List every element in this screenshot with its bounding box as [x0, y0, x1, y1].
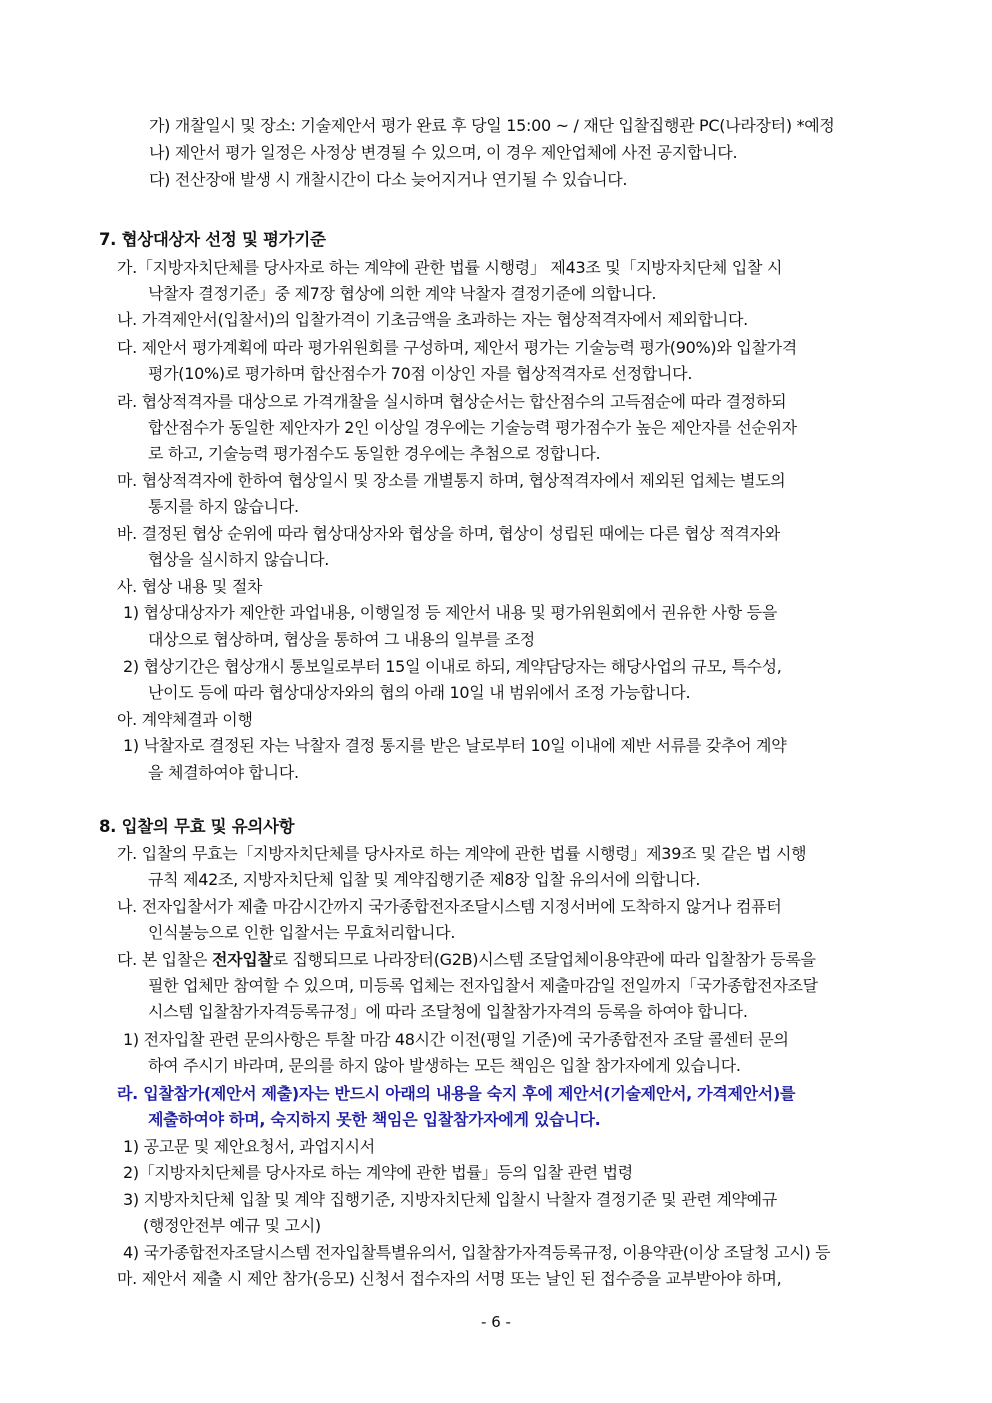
s7-da-line2: 평가(10%)로 평가하며 합산점수가 70점 이상인 자를 협상적격자로 선정합니다.	[148, 364, 693, 383]
s8-ra-item3-line1: 3) 지방자치단체 입찰 및 계약 집행기준, 지방자치단체 입찰시 낙찰자 결정기준 및 관련 계약예규	[123, 1190, 777, 1209]
s7-ga-line2: 낙찰자 결정기준」중 제7장 협상에 의한 계약 낙찰자 결정기준에 의합니다.	[148, 284, 657, 303]
s7-ma-line1: 마. 협상적격자에 한하여 협상일시 및 장소를 개별통지 하며, 협상적격자에서 제외된 업체는 별도의	[117, 471, 786, 490]
intro-item-da: 다) 전산장애 발생 시 개찰시간이 다소 늦어지거나 연기될 수 있습니다.	[149, 170, 628, 189]
s8-da-item1-line1: 1) 전자입찰 관련 문의사항은 투찰 마감 48시간 이전(평일 기준)에 국가종합전자 조달 콜센터 문의	[123, 1030, 789, 1049]
s7-sa-line1: 사. 협상 내용 및 절차	[117, 577, 263, 596]
page-number: - 6 -	[481, 1313, 511, 1331]
s8-ra-item3-line2: (행정안전부 예규 및 고시)	[143, 1216, 321, 1235]
section-8-heading: 8. 입찰의 무효 및 유의사항	[99, 817, 295, 836]
s8-ra-line2: 제출하여야 하며, 숙지하지 못한 책임은 입찰참가자에게 있습니다.	[148, 1110, 601, 1129]
s7-ga-line1: 가.「지방자치단체를 당사자로 하는 계약에 관한 법률 시행령」 제43조 및「지방자치단체 입찰 시	[117, 258, 783, 277]
intro-item-na: 나) 제안서 평가 일정은 사정상 변경될 수 있으며, 이 경우 제안업체에 사전 공지합니다.	[149, 143, 738, 162]
s8-ra-item4: 4) 국가종합전자조달시스템 전자입찰특별유의서, 입찰참가자격등록규정, 이용약관(이상 조달청 고시) 등	[123, 1243, 831, 1262]
s8-da-line1	[117, 947, 816, 973]
s7-sa-item2-line2: 난이도 등에 따라 협상대상자와의 협의 아래 10일 내 범위에서 조정 가능합니다.	[148, 683, 691, 702]
intro-item-ga: 가) 개찰일시 및 장소: 기술제안서 평가 완료 후 당일 15:00 ~ / 재단 입찰집행관 PC(나라장터) *예정	[149, 116, 835, 135]
s7-ra-line2: 합산점수가 동일한 제안자가 2인 이상일 경우에는 기술능력 평가점수가 높은 제안자를 선순위자	[148, 418, 797, 437]
s8-da-bold-term: 전자입찰	[211, 950, 273, 969]
section-7-heading: 7. 협상대상자 선정 및 평가기준	[99, 230, 326, 249]
s8-da-line2: 필한 업체만 참여할 수 있으며, 미등록 업체는 전자입찰서 제출마감일 전일까지「국가종합전자조달	[148, 976, 818, 995]
s7-ba-line2: 협상을 실시하지 않습니다.	[148, 550, 330, 569]
s7-ba-line1: 바. 결정된 협상 순위에 따라 협상대상자와 협상을 하며, 협상이 성립된 때에는 다른 협상 적격자와	[117, 524, 780, 543]
s8-ra-item2: 2)「지방자치단체를 당사자로 하는 계약에 관한 법률」등의 입찰 관련 법령	[123, 1163, 633, 1182]
s7-sa-item1-line1: 1) 협상대상자가 제안한 과업내용, 이행일정 등 제안서 내용 및 평가위원회에서 권유한 사항 등을	[123, 603, 777, 622]
s8-da-suffix: 로 집행되므로 나라장터(G2B)시스템 조달업체이용약관에 따라 입찰참가 등록을	[272, 950, 816, 969]
s7-sa-item2-line1: 2) 협상기간은 협상개시 통보일로부터 15일 이내로 하되, 계약담당자는 해당사업의 규모, 특수성,	[123, 657, 782, 676]
s8-da-prefix: 다. 본 입찰은	[117, 950, 212, 969]
s8-na-line1: 나. 전자입찰서가 제출 마감시간까지 국가종합전자조달시스템 지정서버에 도착하지 않거나 컴퓨터	[117, 897, 782, 916]
s8-da-item1-line2: 하여 주시기 바라며, 문의를 하지 않아 발생하는 모든 책임은 입찰 참가자에게 있습니다.	[148, 1056, 741, 1075]
s8-ra-line1: 라. 입찰참가(제안서 제출)자는 반드시 아래의 내용을 숙지 후에 제안서(기술제안서, 가격제안서)를	[117, 1084, 796, 1103]
s8-ra-item1: 1) 공고문 및 제안요청서, 과업지시서	[123, 1137, 375, 1156]
s7-aa-line1: 아. 계약체결과 이행	[117, 710, 253, 729]
s7-ra-line3: 로 하고, 기술능력 평가점수도 동일한 경우에는 추첨으로 정합니다.	[148, 444, 601, 463]
s7-sa-item1-line2: 대상으로 협상하며, 협상을 통하여 그 내용의 일부를 조정	[148, 630, 535, 649]
s8-ga-line1: 가. 입찰의 무효는「지방자치단체를 당사자로 하는 계약에 관한 법률 시행령」제39조 및 같은 법 시행	[117, 844, 807, 863]
s7-aa-item1-line2: 을 체결하여야 합니다.	[148, 763, 299, 782]
s8-na-line2: 인식불능으로 인한 입찰서는 무효처리합니다.	[148, 923, 456, 942]
s7-na-line1: 나. 가격제안서(입찰서)의 입찰가격이 기초금액을 초과하는 자는 협상적격자에서 제외합니다.	[117, 310, 748, 329]
s7-ra-line1: 라. 협상적격자를 대상으로 가격개찰을 실시하며 협상순서는 합산점수의 고득점순에 따라 결정하되	[117, 392, 787, 411]
s8-da-line3: 시스템 입찰참가자격등록규정」에 따라 조달청에 입찰참가자격의 등록을 하여야 합니다.	[148, 1002, 748, 1021]
s7-ma-line2: 통지를 하지 않습니다.	[148, 497, 299, 516]
s8-ma-line1: 마. 제안서 제출 시 제안 참가(응모) 신청서 접수자의 서명 또는 날인 된 접수증을 교부받아야 하며,	[117, 1269, 782, 1288]
s7-aa-item1-line1: 1) 낙찰자로 결정된 자는 낙찰자 결정 통지를 받은 날로부터 10일 이내에 제반 서류를 갖추어 계약	[123, 736, 787, 755]
s8-ga-line2: 규칙 제42조, 지방자치단체 입찰 및 계약집행기준 제8장 입찰 유의서에 의합니다.	[148, 870, 701, 889]
s7-da-line1: 다. 제안서 평가계획에 따라 평가위원회를 구성하며, 제안서 평가는 기술능력 평가(90%)와 입찰가격	[117, 338, 797, 357]
